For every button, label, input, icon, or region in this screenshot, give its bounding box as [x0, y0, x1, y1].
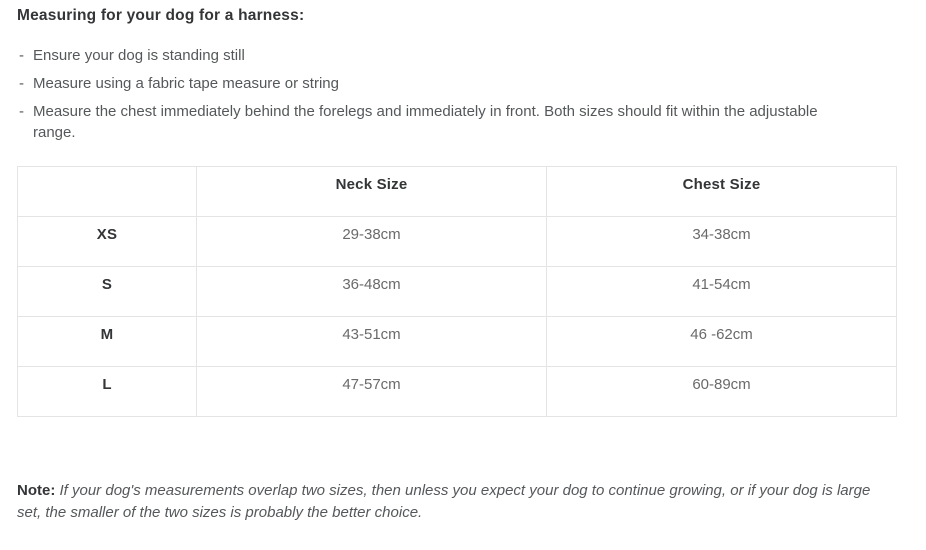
table-row: [18, 367, 897, 417]
chest-value-s: 41-54cm: [547, 267, 897, 317]
dash-bullet-icon: -: [19, 75, 24, 92]
measuring-instructions-list: [17, 45, 909, 143]
size-label-s: S: [18, 267, 197, 317]
dash-bullet-icon: -: [19, 47, 24, 64]
table-row: [18, 267, 897, 317]
list-item-text: Measure the chest immediately behind the forelegs and immediately in front. Both sizes should fit within the adjustable range.: [33, 103, 818, 141]
list-item-text: Measure using a fabric tape measure or string: [33, 75, 339, 92]
list-item: [19, 45, 834, 66]
table-row: [18, 217, 897, 267]
column-header-neck-size: Neck Size: [197, 167, 547, 217]
neck-value-s: 36-48cm: [197, 267, 547, 317]
size-label-l: L: [18, 367, 197, 417]
neck-value-l: 47-57cm: [197, 367, 547, 417]
column-header-chest-size: Chest Size: [547, 167, 897, 217]
table-row: [18, 317, 897, 367]
column-header-size: [18, 167, 197, 217]
table-header-row: [18, 167, 897, 217]
chest-value-xs: 34-38cm: [547, 217, 897, 267]
dash-bullet-icon: -: [19, 103, 24, 120]
page-title: Measuring for your dog for a harness:: [17, 7, 305, 24]
neck-value-xs: 29-38cm: [197, 217, 547, 267]
note-label: Note:: [17, 482, 56, 499]
note-text: If your dog's measurements overlap two sizes, then unless you expect your dog to continue growing, or if your dog is large set, the smaller of the two sizes is probably the better choice.: [17, 482, 871, 521]
chest-value-l: 60-89cm: [547, 367, 897, 417]
chest-value-m: 46 -62cm: [547, 317, 897, 367]
neck-value-m: 43-51cm: [197, 317, 547, 367]
list-item: [19, 101, 834, 143]
list-item: [19, 73, 834, 94]
size-label-m: M: [18, 317, 197, 367]
size-table: [17, 166, 897, 417]
list-item-text: Ensure your dog is standing still: [33, 47, 245, 64]
size-label-xs: XS: [18, 217, 197, 267]
sizing-note: [17, 480, 892, 523]
